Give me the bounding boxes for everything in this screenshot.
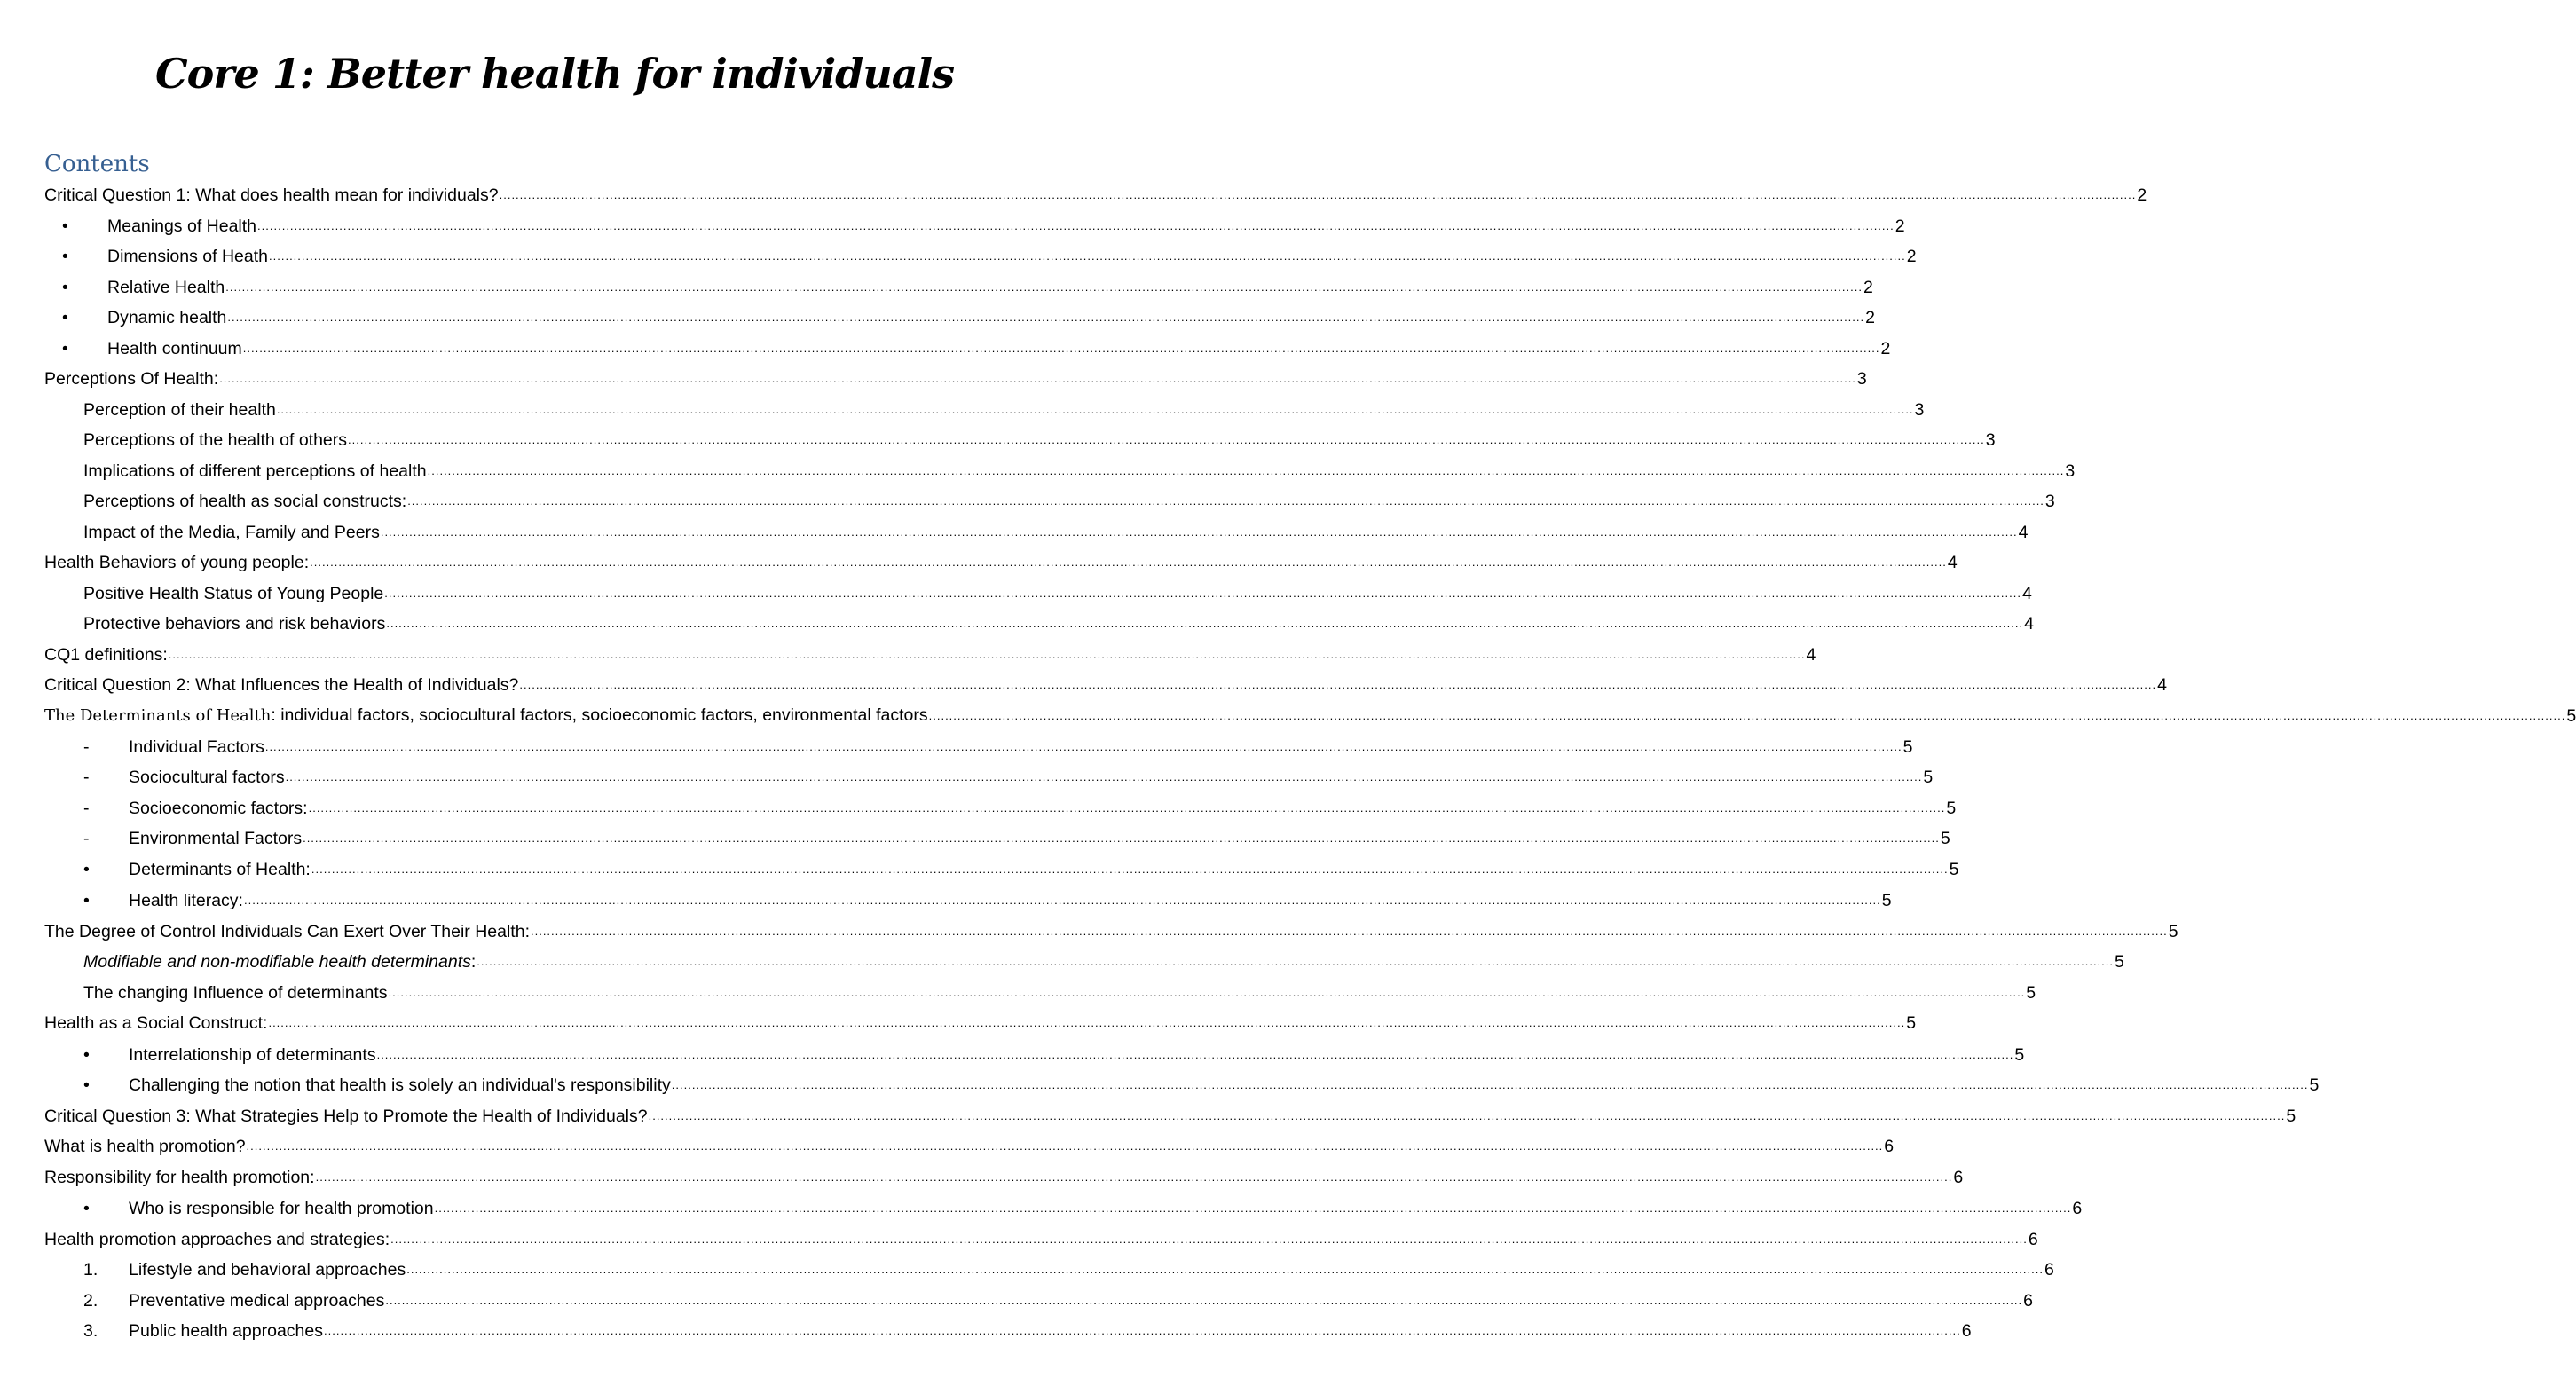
toc-entry-label: Dimensions of Heath xyxy=(107,247,269,266)
toc-page-number: 6 xyxy=(2044,1260,2054,1280)
toc-leader-dots: ................................................................................................................................................................................................................................................................................................................................................................................................................ xyxy=(386,617,2024,630)
toc-entry-label: Socioeconomic factors: xyxy=(129,799,308,818)
toc-entry[interactable] xyxy=(83,950,2124,973)
toc-entry[interactable] xyxy=(83,460,2076,483)
toc-leader-dots: ................................................................................................................................................................................................................................................................................................................................................................................................................ xyxy=(243,894,1881,907)
toc-entry-label: Health Behaviors of young people: xyxy=(44,553,310,572)
toc-leader-dots: ................................................................................................................................................................................................................................................................................................................................................................................................................ xyxy=(315,1170,1953,1184)
toc-leader-dots: ................................................................................................................................................................................................................................................................................................................................................................................................................ xyxy=(376,1048,2014,1061)
toc-entry[interactable] xyxy=(62,245,1917,268)
bullet-marker: • xyxy=(83,1075,90,1095)
toc-entry-label: Determinants of Health: xyxy=(129,860,311,879)
toc-leader-dots: ................................................................................................................................................................................................................................................................................................................................................................................................................ xyxy=(219,372,1856,385)
toc-page-number: 3 xyxy=(2044,492,2055,511)
toc-page-number: 5 xyxy=(2115,952,2124,972)
toc-page-number: 2 xyxy=(1906,247,1917,266)
toc-entry-rest: : individual factors, sociocultural factors, socioeconomic factors, environmental factors xyxy=(271,705,928,725)
toc-entry-label: Health as a Social Construct: xyxy=(44,1013,268,1033)
toc-page-number: 5 xyxy=(2309,1075,2320,1095)
toc-entry-label: Critical Question 3: What Strategies Help to Promote the Health of Individuals? xyxy=(44,1106,648,1126)
toc-entry-label xyxy=(83,950,476,973)
toc-entry-label: Health literacy: xyxy=(129,891,243,910)
bullet-marker: • xyxy=(83,1045,90,1065)
toc-entry[interactable] xyxy=(83,889,1892,912)
toc-entry[interactable] xyxy=(83,582,2032,605)
toc-leader-dots: ................................................................................................................................................................................................................................................................................................................................................................................................................ xyxy=(434,1201,2072,1215)
toc-entry-label: Perceptions of health as social constructs: xyxy=(83,492,407,511)
toc-entry-label: Meanings of Health xyxy=(107,217,257,236)
toc-leader-dots: ................................................................................................................................................................................................................................................................................................................................................................................................................ xyxy=(310,555,1947,569)
toc-entry-label: Perception of their health xyxy=(83,400,276,420)
toc-leader-dots: ................................................................................................................................................................................................................................................................................................................................................................................................................ xyxy=(225,280,1863,294)
toc-page-number: 5 xyxy=(1946,799,1957,818)
toc-leader-dots: ................................................................................................................................................................................................................................................................................................................................................................................................................ xyxy=(380,525,2018,539)
toc-leader-dots: ................................................................................................................................................................................................................................................................................................................................................................................................................ xyxy=(427,464,2065,477)
toc-entry-label: Individual Factors xyxy=(129,737,264,757)
toc-entry-label: Environmental Factors xyxy=(129,829,303,848)
toc-leader-dots: ................................................................................................................................................................................................................................................................................................................................................................................................................ xyxy=(390,1232,2028,1246)
toc-entry-label: Challenging the notion that health is solely an individual's responsibility xyxy=(129,1075,671,1095)
toc-entry-label: Relative Health xyxy=(107,278,225,297)
bullet-marker: • xyxy=(83,1199,90,1218)
toc-leader-dots: ................................................................................................................................................................................................................................................................................................................................................................................................................ xyxy=(246,1139,1884,1153)
number-marker: 1. xyxy=(83,1260,98,1280)
toc-entry[interactable] xyxy=(62,337,1891,360)
toc-page-number: 2 xyxy=(1880,339,1891,358)
toc-entry[interactable] xyxy=(44,184,2147,207)
toc-page-number: 4 xyxy=(1806,645,1816,665)
contents-heading: Contents xyxy=(44,151,150,177)
toc-entry-label: Responsibility for health promotion: xyxy=(44,1168,315,1187)
toc-page-number: 3 xyxy=(1914,400,1925,420)
title-prefix: Core 1 xyxy=(155,50,300,98)
toc-page-number: 6 xyxy=(2023,1291,2033,1311)
toc-entry[interactable] xyxy=(83,827,1950,850)
toc-entry[interactable] xyxy=(44,1012,1917,1035)
bullet-marker: • xyxy=(62,217,68,236)
toc-leader-dots: ................................................................................................................................................................................................................................................................................................................................................................................................................ xyxy=(671,1078,2309,1091)
toc-page-number: 2 xyxy=(1863,278,1873,297)
toc-page-number: 3 xyxy=(1985,430,1996,450)
toc-entry-label: Sociocultural factors xyxy=(129,768,285,787)
toc-entry[interactable] xyxy=(44,1228,2038,1251)
toc-leader-dots: ................................................................................................................................................................................................................................................................................................................................................................................................................ xyxy=(477,955,2115,968)
toc-leader-dots: ................................................................................................................................................................................................................................................................................................................................................................................................................ xyxy=(530,925,2168,938)
toc-leader-dots: ................................................................................................................................................................................................................................................................................................................................................................................................................ xyxy=(385,1294,2023,1307)
toc-leader-dots: ................................................................................................................................................................................................................................................................................................................................................................................................................ xyxy=(227,311,1865,324)
toc-leader-dots: ................................................................................................................................................................................................................................................................................................................................................................................................................ xyxy=(285,770,1923,783)
toc-page-number: 4 xyxy=(2157,675,2167,695)
toc-page-number: 4 xyxy=(2018,523,2029,542)
toc-leader-dots: ................................................................................................................................................................................................................................................................................................................................................................................................................ xyxy=(384,587,2021,600)
toc-entry-label: Interrelationship of determinants xyxy=(129,1045,376,1065)
toc-page-number: 5 xyxy=(2014,1045,2025,1065)
toc-entry-colon: : xyxy=(470,952,477,972)
toc-leader-dots: ................................................................................................................................................................................................................................................................................................................................................................................................................ xyxy=(269,249,1906,263)
toc-entry-label: Preventative medical approaches xyxy=(129,1291,385,1311)
toc-leader-dots: ................................................................................................................................................................................................................................................................................................................................................................................................................ xyxy=(308,801,1946,815)
toc-entry[interactable] xyxy=(83,1289,2033,1312)
toc-page-number: 6 xyxy=(1961,1321,1972,1341)
toc-entry[interactable] xyxy=(62,306,1875,329)
bullet-marker: • xyxy=(83,891,90,910)
dash-marker: - xyxy=(83,799,90,818)
bullet-marker: • xyxy=(62,247,68,266)
toc-entry[interactable] xyxy=(44,643,1816,666)
toc-entry[interactable] xyxy=(83,858,1959,881)
toc-page-number: 5 xyxy=(1940,829,1950,848)
toc-leader-dots: ................................................................................................................................................................................................................................................................................................................................................................................................................ xyxy=(348,433,1985,446)
toc-entry[interactable] xyxy=(44,705,2576,728)
toc-leader-dots: ................................................................................................................................................................................................................................................................................................................................................................................................................ xyxy=(324,1324,1961,1337)
bullet-marker: • xyxy=(62,308,68,327)
toc-entry[interactable] xyxy=(44,367,1867,390)
toc-entry[interactable] xyxy=(62,215,1905,238)
dash-marker: - xyxy=(83,829,90,848)
toc-entry-label: Protective behaviors and risk behaviors xyxy=(83,614,386,634)
toc-entry[interactable] xyxy=(83,981,2036,1004)
toc-entry[interactable] xyxy=(83,521,2029,544)
toc-leader-dots: ................................................................................................................................................................................................................................................................................................................................................................................................................ xyxy=(648,1109,2286,1122)
toc-page-number: 5 xyxy=(1949,860,1959,879)
toc-entry-label: CQ1 definitions: xyxy=(44,645,168,665)
toc-entry[interactable] xyxy=(44,551,1958,574)
toc-page-number: 5 xyxy=(1923,768,1934,787)
toc-page-number: 5 xyxy=(1902,737,1913,757)
toc-page-number: 4 xyxy=(1947,553,1958,572)
toc-leader-dots: ................................................................................................................................................................................................................................................................................................................................................................................................................ xyxy=(264,740,1902,753)
toc-entry-label xyxy=(44,704,928,728)
bullet-marker: • xyxy=(62,339,68,358)
toc-entry[interactable] xyxy=(83,429,1996,452)
toc-entry[interactable] xyxy=(83,1258,2054,1281)
document-title xyxy=(0,50,1109,98)
toc-entry[interactable] xyxy=(62,276,1873,299)
toc-entry-label: Critical Question 2: What Influences the Health of Individuals? xyxy=(44,675,519,695)
toc-entry[interactable] xyxy=(44,673,2167,697)
toc-entry[interactable] xyxy=(83,612,2034,635)
number-marker: 2. xyxy=(83,1291,98,1311)
toc-entry-label: Lifestyle and behavioral approaches xyxy=(129,1260,406,1280)
toc-leader-dots: ................................................................................................................................................................................................................................................................................................................................................................................................................ xyxy=(311,862,1949,876)
toc-page-number: 2 xyxy=(1865,308,1875,327)
toc-entry[interactable] xyxy=(83,1074,2320,1097)
dash-marker: - xyxy=(83,768,90,787)
toc-entry[interactable] xyxy=(44,1105,2296,1128)
toc-page-number: 5 xyxy=(1906,1013,1917,1033)
toc-entry[interactable] xyxy=(83,797,1957,820)
toc-leader-dots: ................................................................................................................................................................................................................................................................................................................................................................................................................ xyxy=(303,831,1940,845)
toc-page-number: 6 xyxy=(1953,1168,1964,1187)
toc-page-number: 6 xyxy=(2028,1230,2038,1249)
toc-entry-lead: The Determinants of Health xyxy=(44,706,272,725)
toc-entry-label: The Degree of Control Individuals Can Exert Over Their Health: xyxy=(44,922,530,941)
toc-page-number: 4 xyxy=(2024,614,2034,634)
toc-entry[interactable] xyxy=(44,1166,1964,1189)
toc-entry-label: Health continuum xyxy=(107,339,242,358)
toc-entry[interactable] xyxy=(83,1197,2083,1220)
toc-leader-dots: ................................................................................................................................................................................................................................................................................................................................................................................................................ xyxy=(168,648,1806,661)
toc-entry[interactable] xyxy=(83,766,1934,789)
toc-entry-label: What is health promotion? xyxy=(44,1137,246,1156)
toc-page-number: 5 xyxy=(2168,922,2178,941)
toc-leader-dots: ................................................................................................................................................................................................................................................................................................................................................................................................................ xyxy=(928,709,2566,722)
toc-leader-dots: ................................................................................................................................................................................................................................................................................................................................................................................................................ xyxy=(407,494,2044,508)
toc-page-number: 4 xyxy=(2021,584,2032,603)
toc-page-number: 5 xyxy=(2566,706,2576,726)
toc-entry-label: Implications of different perceptions of health xyxy=(83,461,427,481)
toc-entry-label: Health promotion approaches and strategies: xyxy=(44,1230,390,1249)
toc-entry-label: Perceptions Of Health: xyxy=(44,369,219,389)
toc-leader-dots: ................................................................................................................................................................................................................................................................................................................................................................................................................ xyxy=(268,1016,1906,1029)
toc-leader-dots: ................................................................................................................................................................................................................................................................................................................................................................................................................ xyxy=(499,188,2137,201)
toc-entry-label: Impact of the Media, Family and Peers xyxy=(83,523,380,542)
dash-marker: - xyxy=(83,737,90,757)
toc-entry[interactable] xyxy=(83,1319,1972,1343)
toc-leader-dots: ................................................................................................................................................................................................................................................................................................................................................................................................................ xyxy=(276,403,1914,416)
toc-leader-dots: ................................................................................................................................................................................................................................................................................................................................................................................................................ xyxy=(242,342,1880,355)
toc-entry[interactable] xyxy=(83,490,2055,513)
toc-entry-label: Perceptions of the health of others xyxy=(83,430,348,450)
toc-page-number: 5 xyxy=(2286,1106,2296,1126)
toc-entry-label: Positive Health Status of Young People xyxy=(83,584,384,603)
toc-page-number: 2 xyxy=(2137,185,2147,205)
toc-entry[interactable] xyxy=(44,920,2178,943)
toc-page-number: 5 xyxy=(2026,983,2036,1003)
bullet-marker: • xyxy=(62,278,68,297)
toc-page-number: 3 xyxy=(1856,369,1867,389)
toc-entry-label: Who is responsible for health promotion xyxy=(129,1199,434,1218)
toc-leader-dots: ................................................................................................................................................................................................................................................................................................................................................................................................................ xyxy=(406,1263,2044,1276)
toc-leader-dots: ................................................................................................................................................................................................................................................................................................................................................................................................................ xyxy=(519,678,2157,691)
toc-entry[interactable] xyxy=(83,1043,2025,1067)
toc-entry-italic: Modifiable and non-modifiable health determinants xyxy=(83,952,471,972)
toc-page-number: 2 xyxy=(1895,217,1905,236)
toc-entry-label: The changing Influence of determinants xyxy=(83,983,388,1003)
toc-entry[interactable] xyxy=(44,1135,1895,1158)
toc-leader-dots: ................................................................................................................................................................................................................................................................................................................................................................................................................ xyxy=(257,219,1895,232)
toc-page-number: 6 xyxy=(2072,1199,2083,1218)
number-marker: 3. xyxy=(83,1321,98,1341)
toc-leader-dots: ................................................................................................................................................................................................................................................................................................................................................................................................................ xyxy=(388,986,2026,999)
title-suffix: : Better health for individuals xyxy=(299,50,954,98)
toc-page-number: 6 xyxy=(1884,1137,1895,1156)
toc-page-number: 3 xyxy=(2065,461,2076,481)
toc-entry[interactable] xyxy=(83,398,1925,421)
toc-entry-label: Dynamic health xyxy=(107,308,227,327)
bullet-marker: • xyxy=(83,860,90,879)
toc-entry-label: Critical Question 1: What does health mean for individuals? xyxy=(44,185,499,205)
toc-entry[interactable] xyxy=(83,736,1913,759)
toc-page-number: 5 xyxy=(1881,891,1892,910)
toc-entry-label: Public health approaches xyxy=(129,1321,323,1341)
